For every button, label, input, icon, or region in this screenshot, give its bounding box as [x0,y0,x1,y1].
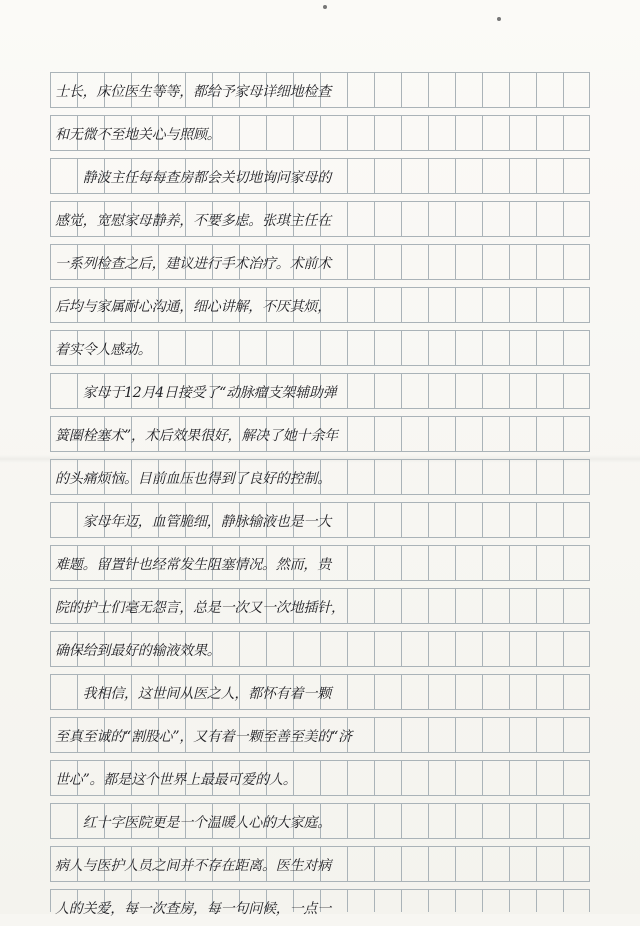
grid-row [50,287,590,323]
grid-row [50,244,590,280]
grid-row [50,158,590,194]
handwritten-line: 红十字医院更是一个温暖人心的大家庭。 [55,815,331,831]
grid-row [50,373,590,409]
grid-row [50,717,590,753]
grid-row [50,889,590,917]
grid-row [50,330,590,366]
handwritten-line: 人的关爱，每一次查房，每一句问候，一点一 [55,901,331,917]
handwritten-line: 病人与医护人员之间并不存在距离。医生对病 [55,858,331,874]
grid-row [50,674,590,710]
handwritten-line: 难题。留置针也经常发生阻塞情况。然而，贵 [55,557,331,573]
handwritten-line: 簧圈栓塞术”，术后效果很好，解决了她十余年 [55,428,338,444]
grid-row [50,846,590,882]
grid-row [50,201,590,237]
ink-speck [497,17,501,21]
grid-row [50,459,590,495]
ink-speck [323,5,327,9]
handwritten-line: 家母于12月4日接受了“动脉瘤支架辅助弹 [55,385,337,401]
grid-row [50,115,590,151]
handwritten-line: 一系列检查之后，建议进行手术治疗。术前术 [55,256,331,272]
handwritten-line: 家母年迈，血管脆细，静脉输液也是一大 [55,514,331,530]
grid-row [50,588,590,624]
handwritten-line: 静波主任每每查房都会关切地询问家母的 [55,170,331,186]
handwritten-line: 至真至诚的“割股心”，又有着一颗至善至美的“济 [55,729,352,745]
handwritten-line: 后均与家属耐心沟通，细心讲解，不厌其烦， [55,299,331,315]
grid-row [50,416,590,452]
handwritten-line: 感觉，宽慰家母静养，不要多虑。张琪主任在 [55,213,331,229]
grid-row [50,545,590,581]
handwritten-line: 的头痛烦恼。目前血压也得到了良好的控制。 [55,471,331,487]
manuscript-grid [50,72,590,917]
handwritten-line: 和无微不至地关心与照顾。 [55,127,221,143]
grid-row [50,502,590,538]
handwritten-line: 确保给到最好的输液效果。 [55,643,221,659]
handwritten-line: 院的护士们毫无怨言，总是一次又一次地插针， [55,600,345,616]
handwritten-line: 我相信，这世间从医之人，都怀有着一颗 [55,686,331,702]
grid-row [50,803,590,839]
grid-row [50,631,590,667]
handwritten-line: 士长，床位医生等等，都给予家母详细地检查 [55,84,331,100]
grid-row [50,72,590,108]
handwritten-line: 着实令人感动。 [55,342,152,358]
grid-row [50,760,590,796]
handwritten-line: 世心”。都是这个世界上最最可爱的人。 [55,772,297,788]
